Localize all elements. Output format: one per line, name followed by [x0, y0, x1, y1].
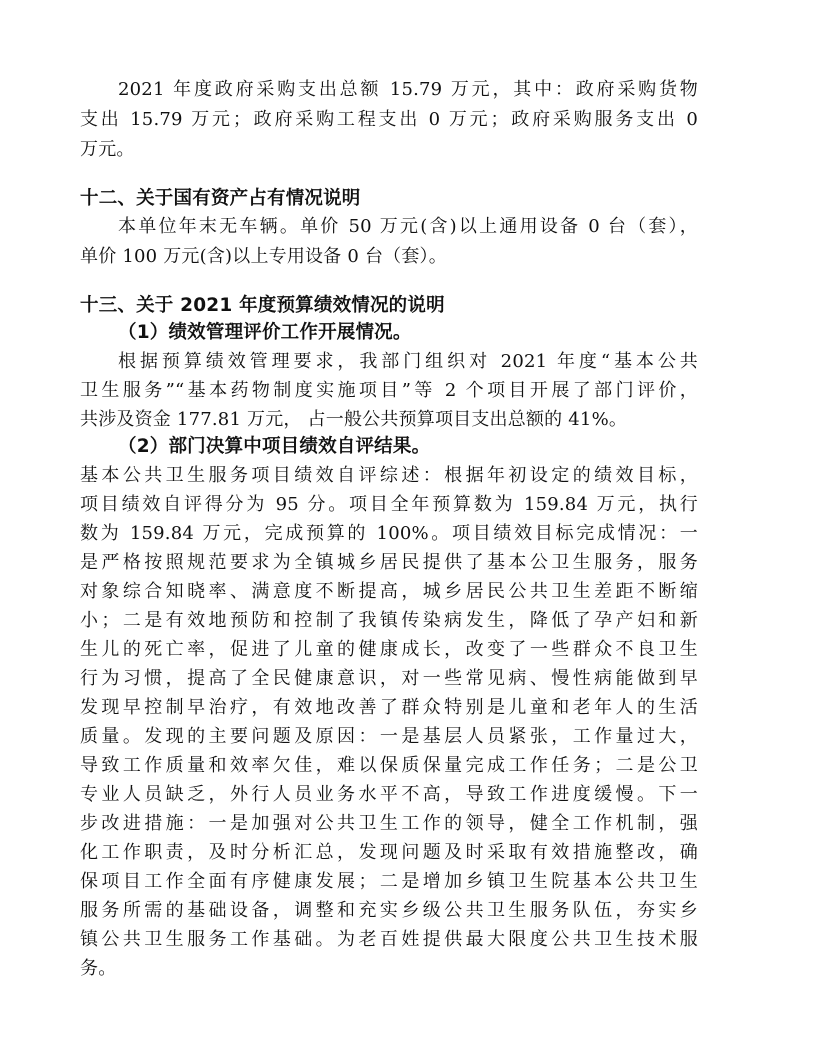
- sub2-line-15: 保项目工作全面有序健康发展；二是增加乡镇卫生院基本公共卫生: [80, 871, 698, 892]
- sub1-line-3: 共涉及资金 177.81 万元， 占一般公共预算项目支出总额的 41%。: [80, 409, 628, 430]
- procurement-line-1: 2021 年度政府采购支出总额 15.79 万元，其中：政府采购货物: [118, 79, 698, 100]
- section-13-sub2-heading: （2）部门决算中项目绩效自评结果。: [118, 436, 431, 457]
- sub2-line-11: 导致工作质量和效率欠佳，难以保质保量完成工作任务；二是公卫: [80, 755, 698, 776]
- sub2-line-2: 项目绩效自评得分为 95 分。项目全年预算数为 159.84 万元，执行: [80, 494, 698, 515]
- sub2-line-14: 化工作职责，及时分析汇总，发现问题及时采取有效措施整改，确: [80, 842, 698, 863]
- sub2-line-5: 对象综合知晓率、满意度不断提高，城乡居民公共卫生差距不断缩: [80, 581, 698, 602]
- sub2-line-1: 基本公共卫生服务项目绩效自评综述：根据年初设定的绩效目标，: [80, 465, 698, 486]
- sub2-line-6: 小；二是有效地预防和控制了我镇传染病发生，降低了孕产妇和新: [80, 610, 698, 631]
- procurement-line-3: 万元。: [80, 139, 135, 160]
- sub2-line-4: 是严格按照规范要求为全镇城乡居民提供了基本公卫生服务，服务: [80, 552, 698, 573]
- sub1-line-2: 卫生服务”“基本药物制度实施项目”等 2 个项目开展了部门评价，: [80, 380, 698, 401]
- sub2-line-3: 数为 159.84 万元，完成预算的 100%。项目绩效目标完成情况：一: [80, 523, 698, 544]
- sub2-line-12: 专业人员缺乏，外行人员业务水平不高，导致工作进度缓慢。下一: [80, 784, 698, 805]
- sub2-line-17: 镇公共卫生服务工作基础。为老百姓提供最大限度公共卫生技术服: [80, 929, 698, 950]
- procurement-line-2: 支出 15.79 万元；政府采购工程支出 0 万元；政府采购服务支出 0: [80, 109, 698, 130]
- section-12-line-2: 单价 100 万元(含)以上专用设备 0 台（套）。: [80, 246, 447, 267]
- sub2-line-8: 行为习惯，提高了全民健康意识，对一些常见病、慢性病能做到早: [80, 668, 698, 689]
- section-12-line-1: 本单位年末无车辆。单价 50 万元(含)以上通用设备 0 台（套），: [118, 216, 698, 237]
- section-13-sub1-heading: （1）绩效管理评价工作开展情况。: [118, 322, 412, 343]
- sub2-line-10: 质量。发现的主要问题及原因：一是基层人员紧张，工作量过大，: [80, 726, 698, 747]
- sub2-line-7: 生儿的死亡率，促进了儿童的健康成长，改变了一些群众不良卫生: [80, 639, 698, 660]
- section-12-heading: 十二、关于国有资产占有情况说明: [80, 188, 361, 209]
- sub1-line-1: 根据预算绩效管理要求，我部门组织对 2021 年度“基本公共: [118, 351, 698, 372]
- sub2-line-16: 服务所需的基础设备，调整和充实乡级公共卫生服务队伍，夯实乡: [80, 900, 698, 921]
- sub2-line-13: 步改进措施：一是加强对公共卫生工作的领导，健全工作机制，强: [80, 813, 698, 834]
- section-13-heading: 十三、关于 2021 年度预算绩效情况的说明: [80, 295, 445, 316]
- sub2-line-18: 务。: [80, 958, 117, 979]
- sub2-line-9: 发现早控制早治疗，有效地改善了群众特别是儿童和老年人的生活: [80, 697, 698, 718]
